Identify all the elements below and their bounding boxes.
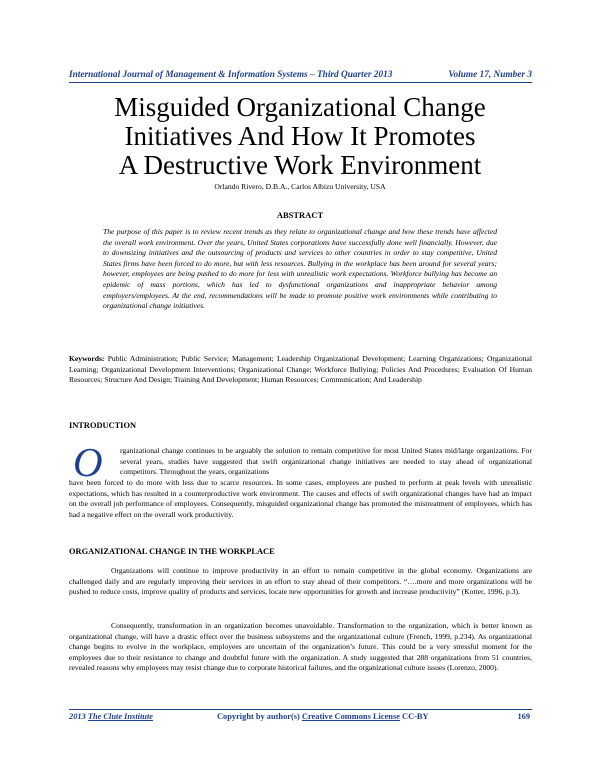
- journal-name: International Journal of Management & Information Systems – Third Quarter 2013: [69, 70, 393, 80]
- authors: Orlando Rivero, D.B.A., Carlos Albizu University, USA: [214, 182, 386, 191]
- page-number: 169: [517, 712, 530, 721]
- publisher-link[interactable]: The Clute Institute: [87, 712, 153, 721]
- abstract-heading: ABSTRACT: [276, 210, 324, 220]
- footer-copyright: [217, 712, 429, 721]
- drop-cap: O: [73, 439, 103, 485]
- footer-publisher: [69, 712, 153, 721]
- page-footer: [69, 709, 532, 724]
- paragraph-organizations: Organizations will continue to improve productivity in an effort to remain competitive in the global economy. Organizations are challenged daily and are regularly improving their services in an effort to stay ahead of their competitors. “….more and more organizations will be pushed to reduce costs, improve quality of products and services, locate new opportunities for growth and increase productivity” (Kotter, 1996, p.3).: [69, 566, 532, 597]
- abstract-text: The purpose of this paper is to review recent trends as they relate to organizational change and how these trends have affected the overall work environment. Over the years, United States corporations have successfully done well financially. However, due to downsizing initiatives and the outsourcing of products and services to other countries in order to stay competitive, United States firms have been forced to do more, but with less resources. Bullying in the workplace has been around for several years; however, employees are being pushed to do more for less with unrealistic work expectations. Workforce bullying has become an epidemic of mass portions, which has led to dysfunctional organizations and inappropriate behavior among employers/employees. At the end, recommendations will be made to promote positive work environments while contributing to organizational change initiatives.: [103, 227, 497, 311]
- volume-number: Volume 17, Number 3: [448, 70, 532, 80]
- footer-year: 2013: [69, 712, 88, 721]
- title-line-1: Misguided Organizational Change: [114, 92, 486, 122]
- copyright-text: Copyright by author(s): [217, 712, 302, 721]
- paragraph-transformation: Consequently, transformation in an organization becomes unavoidable. Transformation to the organization, which is better known as organizational change, will have a drastic effect over the business subsystems and the organizational culture (French, 1999, p.234). As organizational change begins to evolve in the workplace, employees are uncertain of the organization’s future. This could be a very stressful moment for the employees due to their resistance to change and doubtful future with the organization. A study suggested that 288 organizations from 51 countries, revealed reasons why employees may resist change due to corporate historical failures, and the organizational culture issues (Lorenzo, 2000).: [69, 621, 532, 673]
- section-heading-organizational-change: ORGANIZATIONAL CHANGE IN THE WORKPLACE: [69, 547, 275, 556]
- title-line-2: Initiatives And How It Promotes: [124, 121, 476, 151]
- keywords: [69, 354, 532, 386]
- introduction-first-lines: rganizational change continues to be arguably the solution to remain competitive for most United States mid/large organizations. For several years, studies have suggested that swift organizational change initiatives are needed to stay ahead of organizational competitors. Throughout the years, organizations: [120, 446, 532, 477]
- license-type: CC-BY: [399, 712, 429, 721]
- keywords-text: Public Administration; Public Service; Management; Leadership Organizational Development; Learning Organizations; Organizational Learning; Organizational Development Interventions; Organizational Change; Workforce Bullying; Policies And Procedures; Evaluation Of Human Resources; Structure And Design; Training And Development; Human Resources; Communication; And Leadership: [69, 354, 532, 384]
- title-line-3: A Destructive Work Environment: [118, 150, 482, 180]
- running-header: [69, 70, 532, 83]
- license-link[interactable]: Creative Commons License: [301, 712, 400, 721]
- keywords-label: Keywords:: [69, 354, 105, 363]
- introduction-paragraph: have been forced to do more with less due to scarce resources. In some cases, employees are pushed to perform at peak levels with unrealistic expectations, which has resulted in a counterproductive work environment. The causes and effects of swift organizational changes have had an impact on the overall job performance of employees. Consequently, misguided organizational change has promoted the mistreatment of employees, which has had a negative effect on the overall work productivity.: [69, 478, 532, 519]
- article-title: [60, 93, 540, 180]
- introduction-heading: INTRODUCTION: [69, 421, 137, 430]
